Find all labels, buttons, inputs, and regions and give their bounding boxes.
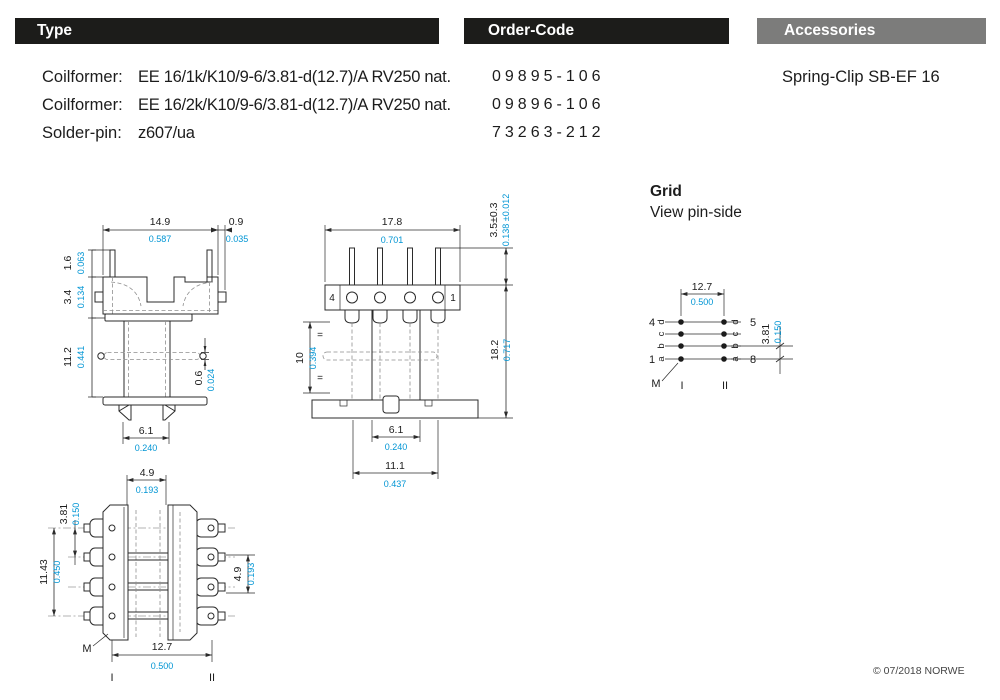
row-letter-a: a <box>656 356 667 362</box>
equal-mark: = <box>317 330 323 341</box>
table-row <box>0 124 1000 146</box>
dim-label: 4.9 <box>139 467 155 479</box>
row-order-code: 09895-106 <box>492 68 605 85</box>
dim-label-inch: 0.138 ±0.012 <box>501 193 511 247</box>
type-header-bar <box>15 18 439 44</box>
dim-label-inch: 0.500 <box>690 297 714 307</box>
pin-number-4: 4 <box>329 293 335 304</box>
dim-label-inch: 0.063 <box>76 251 86 275</box>
pin-number-5: 5 <box>749 317 757 329</box>
dim-label: 1.6 <box>62 255 74 271</box>
column-2-label: II <box>208 672 216 684</box>
pin-number-8: 8 <box>749 354 757 366</box>
top-view-drawing <box>40 462 270 692</box>
dim-label: 14.9 <box>149 216 171 228</box>
dim-label-inch: 0.024 <box>206 368 216 392</box>
top-centerlines <box>48 528 235 616</box>
pin-number-4: 4 <box>648 317 656 329</box>
dim-label-inch: 0.437 <box>383 479 407 489</box>
row-letter-d: d <box>730 319 741 325</box>
dim-label: 0.9 <box>228 216 244 228</box>
grid-subtitle: View pin-side <box>650 204 742 221</box>
dim-label: 10 <box>294 352 306 364</box>
dim-label: 3.5±0.3 <box>488 202 500 238</box>
column-2-label: II <box>721 380 729 392</box>
dim-label: 17.8 <box>381 216 403 228</box>
dim-label: 11.2 <box>62 347 74 367</box>
row-letter-d: d <box>656 319 667 325</box>
pin-side-view-drawing <box>285 192 520 492</box>
top-dimensions <box>54 475 255 662</box>
side-dimension-labels <box>294 194 512 489</box>
dim-label-inch: 0.717 <box>502 338 512 362</box>
row-order-code: 73263-212 <box>492 124 605 141</box>
side-body-outline <box>312 248 478 418</box>
dim-label: 12.7 <box>151 641 173 653</box>
row-letter-c: c <box>656 331 667 337</box>
row-letter-c: c <box>730 331 741 337</box>
top-body-outline <box>84 505 225 640</box>
grid-labels <box>649 281 783 392</box>
row-order-code: 09896-106 <box>492 96 605 113</box>
column-1-label: I <box>110 672 114 684</box>
dim-label-inch: 0.701 <box>380 235 404 245</box>
pin-grid-diagram <box>635 268 810 400</box>
dim-label-inch: 0.450 <box>52 560 62 584</box>
dim-label-inch: 0.035 <box>225 234 249 244</box>
top-dimension-labels <box>38 467 256 684</box>
front-view-drawing <box>55 192 255 457</box>
dim-label: 11.43 <box>38 559 50 585</box>
dim-label-inch: 0.500 <box>150 661 174 671</box>
front-dimension-labels <box>62 216 248 453</box>
dim-label-inch: 0.150 <box>71 502 81 526</box>
m-label: M <box>82 643 92 655</box>
front-body-outline <box>95 250 226 420</box>
dim-label: 12.7 <box>691 281 713 293</box>
dim-label: 11.1 <box>385 460 405 472</box>
dim-label: 18.2 <box>489 339 501 361</box>
table-row <box>0 96 1000 118</box>
dim-label: 3.81 <box>58 503 70 525</box>
dim-label: 6.1 <box>138 425 154 437</box>
grid-title: Grid <box>650 183 682 200</box>
equal-mark: = <box>317 373 323 384</box>
pin-number-1: 1 <box>648 354 656 366</box>
row-label: Coilformer: <box>42 96 123 114</box>
dim-label-inch: 0.134 <box>76 285 86 309</box>
row-type: EE 16/2k/K10/9-6/3.81-d(12.7)/A RV250 nat. <box>138 96 451 114</box>
accessories-header-bar <box>757 18 986 44</box>
dim-label: 3.4 <box>62 289 74 305</box>
type-header-label: Type <box>37 22 73 39</box>
row-letter-b: b <box>730 343 741 349</box>
m-label: M <box>651 378 661 390</box>
row-type: EE 16/1k/K10/9-6/3.81-d(12.7)/A RV250 nat. <box>138 68 451 86</box>
column-1-label: I <box>680 380 684 392</box>
order-code-header-bar <box>464 18 729 44</box>
row-label: Coilformer: <box>42 68 123 86</box>
dim-label: 4.9 <box>232 566 244 582</box>
dim-label-inch: 0.240 <box>134 443 158 453</box>
pin-number-1: 1 <box>450 293 456 304</box>
accessories-header-label: Accessories <box>784 22 876 39</box>
dim-label: 3.81 <box>760 323 772 345</box>
row-letter-b: b <box>656 343 667 349</box>
dim-label-inch: 0.587 <box>148 234 172 244</box>
row-type: z607/ua <box>138 124 195 142</box>
dim-label-inch: 0.150 <box>773 320 783 344</box>
dim-label: 0.6 <box>193 370 205 386</box>
row-label: Solder-pin: <box>42 124 122 142</box>
row-letter-a: a <box>730 356 741 362</box>
dim-label-inch: 0.394 <box>308 346 318 370</box>
accessory-item: Spring-Clip SB-EF 16 <box>782 68 940 86</box>
copyright-note: © 07/2018 NORWE <box>873 665 965 677</box>
dim-label-inch: 0.193 <box>135 485 159 495</box>
dim-label-inch: 0.193 <box>246 562 256 586</box>
order-code-header-label: Order-Code <box>488 22 575 39</box>
dim-label: 6.1 <box>388 424 404 436</box>
dim-label-inch: 0.240 <box>384 442 408 452</box>
dim-label-inch: 0.441 <box>76 345 86 369</box>
